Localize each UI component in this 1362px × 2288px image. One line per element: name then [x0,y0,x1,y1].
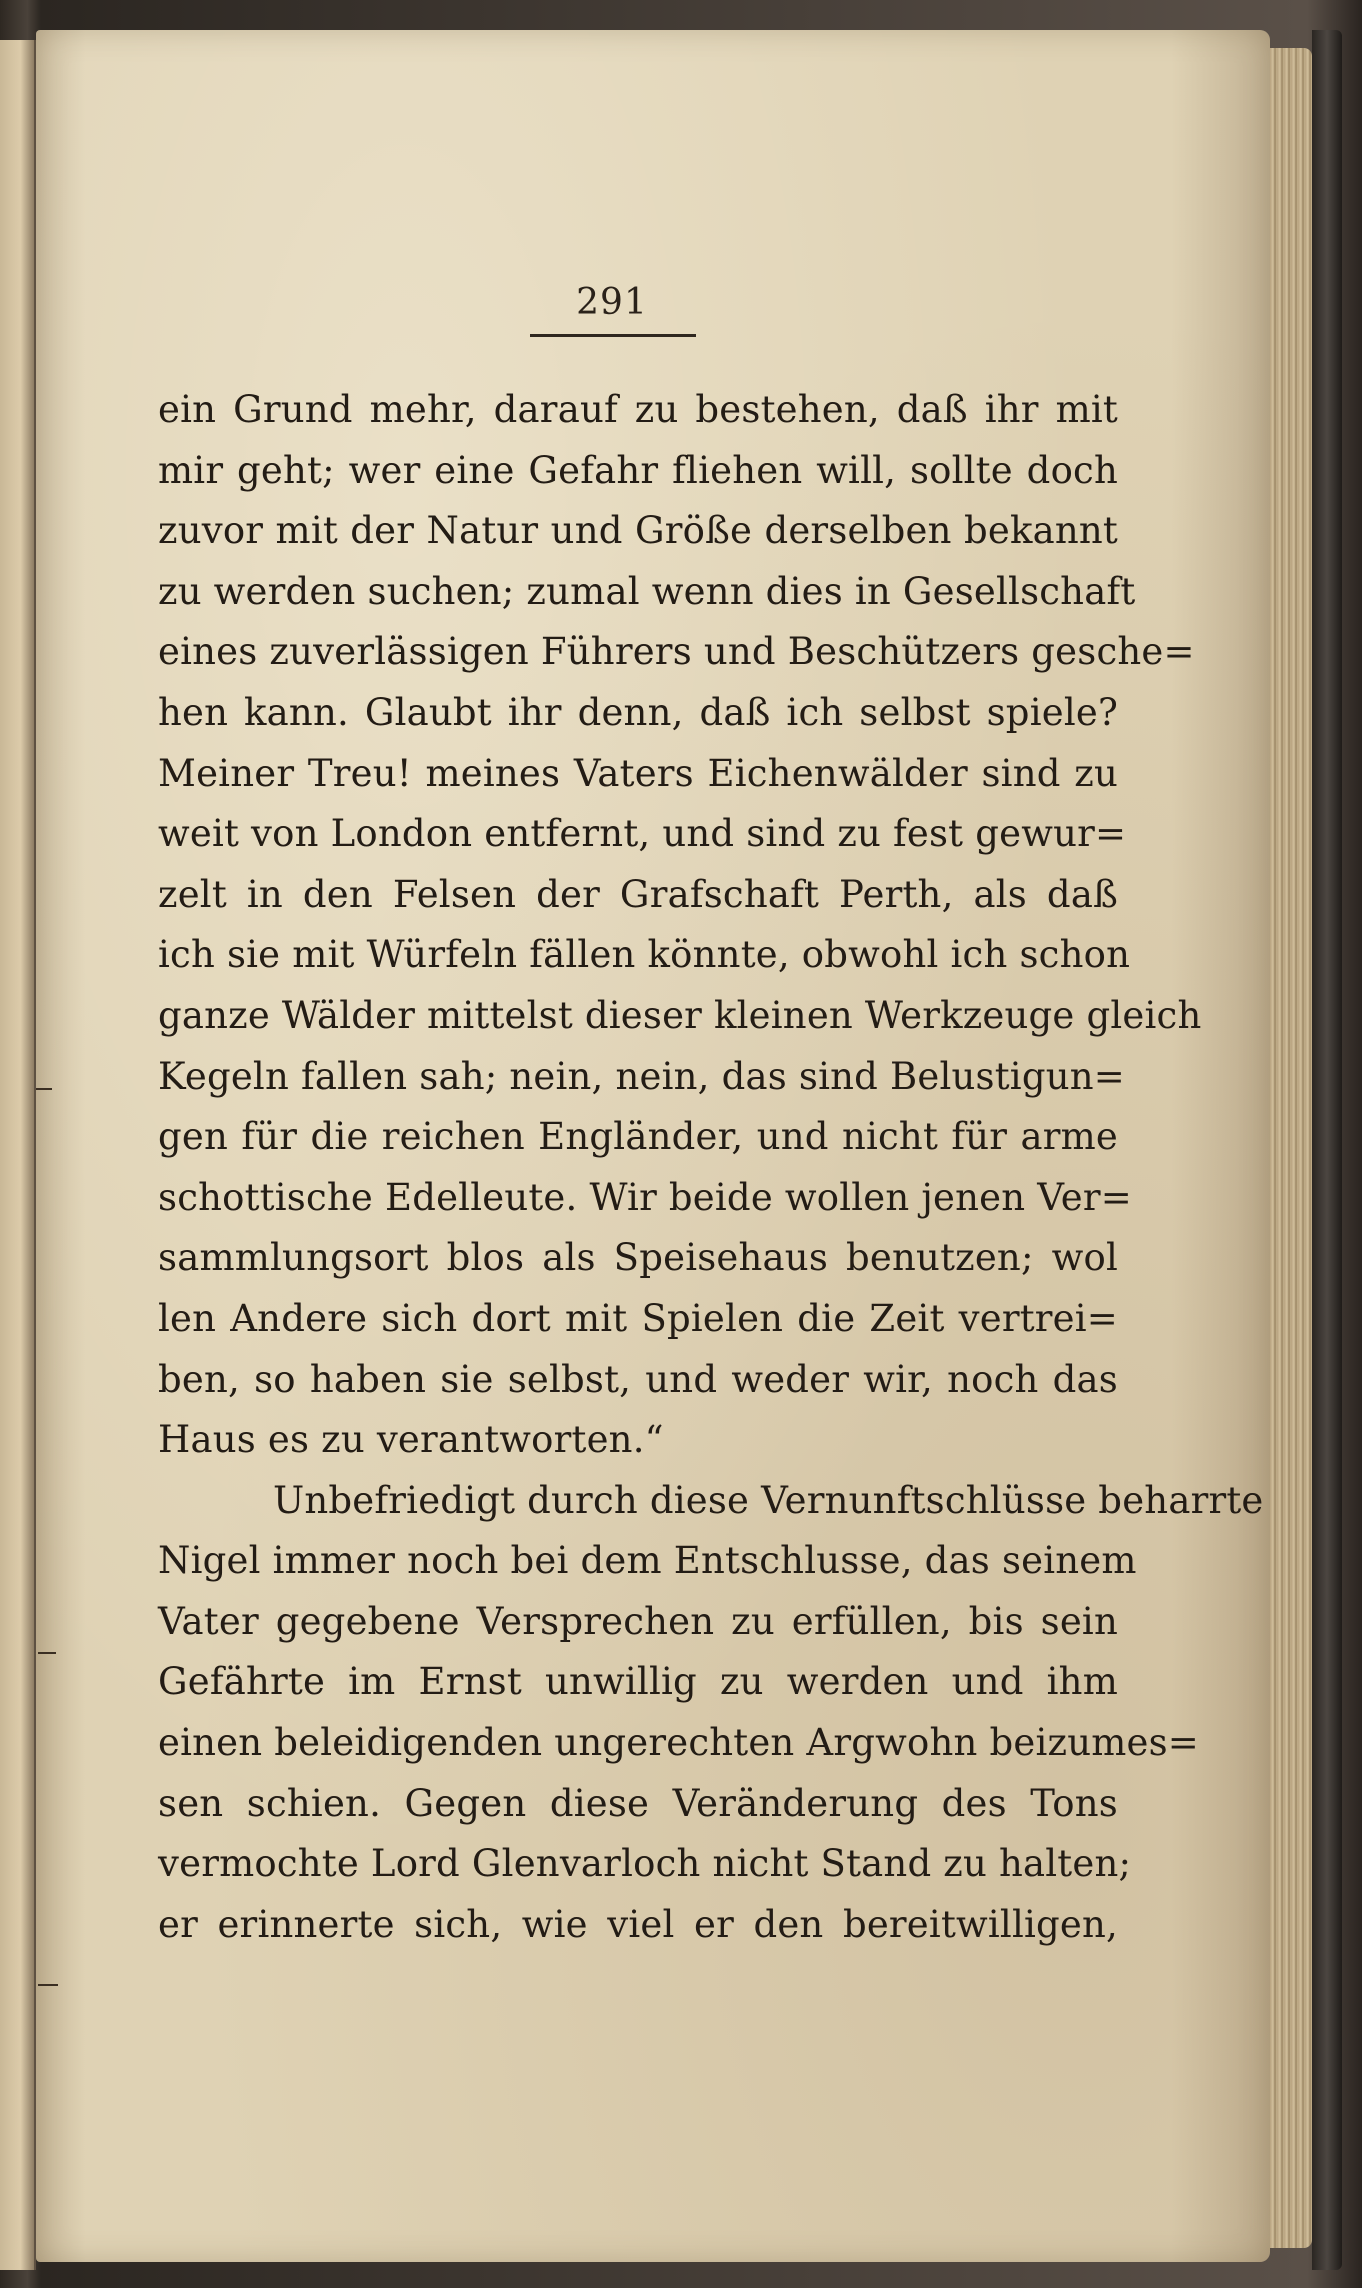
text-line: sen schien. Gegen diese Veränderung des Tons [158,1781,1118,1825]
text-line: sammlungsort blos als Speisehaus benutzen; wol [158,1236,1118,1280]
margin-mark [36,1088,52,1090]
text-line: vermochte Lord Glenvarloch nicht Stand zu halten; [158,1842,1132,1886]
text-line: zuvor mit der Natur und Größe derselben bekannt [158,509,1118,553]
text-line: zu werden suchen; zumal wenn dies in Gesellschaft [158,569,1136,613]
body-text [158,380,1264,1955]
margin-mark [38,1984,58,1986]
text-line: einen beleidigenden ungerechten Argwohn beizumes= [158,1721,1199,1765]
text-line: Nigel immer noch bei dem Entschlusse, das seinem [158,1539,1137,1583]
text-line: ein Grund mehr, darauf zu bestehen, daß ihr mit [158,388,1118,431]
text-line: weit von London entfernt, und sind zu fest gewur= [158,812,1127,856]
text-line: Haus es zu verantworten.“ [158,1418,664,1462]
text-line: hen kann. Glaubt ihr denn, daß ich selbst spiele? [158,690,1118,734]
page-number: 291 [576,282,648,323]
text-line: mir geht; wer eine Gefahr fliehen will, sollte doch [158,448,1118,492]
text-line: Kegeln fallen sah; nein, nein, das sind Belustigun= [158,1054,1125,1098]
page-number-rule [530,334,696,337]
page-edges [1270,48,1312,2248]
book-cover-edge [1312,30,1342,2270]
text-line: er erinnerte sich, wie viel er den bereitwilligen, [158,1902,1118,1946]
text-line: Vater gegebene Versprechen zu erfüllen, bis sein [158,1599,1118,1643]
text-line: ich sie mit Würfeln fällen könnte, obwohl ich schon [158,933,1131,977]
text-line: zelt in den Felsen der Grafschaft Perth, als daß [158,872,1118,916]
text-line: schottische Edelleute. Wir beide wollen jenen Ver= [158,1175,1132,1219]
text-line: Meiner Treu! meines Vaters Eichenwälder sind zu [158,751,1118,795]
text-line: len Andere sich dort mit Spielen die Zeit vertrei= [158,1296,1118,1340]
text-line: ganze Wälder mittelst dieser kleinen Werkzeuge gleich [158,993,1202,1037]
text-line: ben, so haben sie selbst, und weder wir, noch das [158,1357,1118,1401]
text-line: eines zuverlässigen Führers und Beschützers gesche= [158,630,1195,674]
text-line: gen für die reichen Engländer, und nicht für arme [158,1115,1118,1159]
text-line: Gefährte im Ernst unwillig zu werden und ihm [158,1660,1118,1704]
left-page-edge [0,40,36,2270]
paragraph-start-line: Unbefriedigt durch diese Vernunftschlüsse beharrte [273,1478,1264,1522]
margin-mark [38,1652,56,1654]
